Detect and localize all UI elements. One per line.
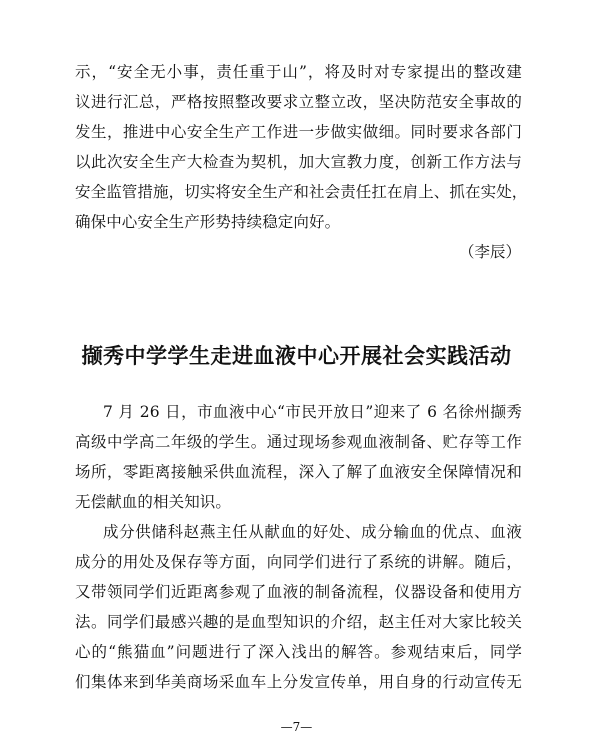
article1-author: （李辰） [458, 243, 521, 261]
article1-line-1: 示，“安全无小事，责任重于山”，将及时对专家提出的整改建 [75, 63, 522, 81]
article2-line-10: 们集体来到华美商场采血车上分发宣传单，用自身的行动宣传无 [75, 673, 522, 691]
article2-line-9: 心的“熊猫血”问题进行了深入浅出的解答。参观结束后，同学 [75, 643, 522, 661]
article2-line-7: 又带领同学们近距离参观了血液的制备流程，仪器设备和使用方 [75, 583, 522, 601]
article2-line-6: 成分的用处及保存等方面，向同学们进行了系统的讲解。随后， [75, 553, 522, 571]
article2-line-3: 场所，零距离接触采供血流程，深入了解了血液安全保障情况和 [75, 463, 522, 481]
article1-line-5: 安全监管措施，切实将安全生产和社会责任扛在肩上、抓在实处， [75, 183, 528, 201]
article2-line-4: 无偿献血的相关知识。 [75, 493, 232, 511]
article2-line-2: 高级中学高二年级的学生。通过现场参观血液制备、贮存等工作 [75, 433, 522, 451]
article2-line-5: 成分供储科赵燕主任从献血的好处、成分输血的优点、血液 [103, 523, 522, 541]
article2-title: 撷秀中学学生走进血液中心开展社会实践活动 [81, 344, 512, 368]
page-number: —7— [280, 720, 313, 734]
article1-line-6: 确保中心安全生产形势持续稳定向好。 [75, 213, 341, 231]
article2-line-8: 法。同学们最感兴趣的是血型知识的介绍，赵主任对大家比较关 [75, 613, 522, 631]
article1-line-2: 议进行汇总，严格按照整改要求立整立改，坚决防范安全事故的 [75, 93, 522, 111]
article2-line-1: 7 月 26 日，市血液中心“市民开放日”迎来了 6 名徐州撷秀 [103, 403, 522, 421]
article1-line-4: 以此次安全生产大检查为契机，加大宣教力度，创新工作方法与 [75, 153, 522, 171]
article1-line-3: 发生，推进中心安全生产工作进一步做实做细。同时要求各部门 [75, 123, 522, 141]
